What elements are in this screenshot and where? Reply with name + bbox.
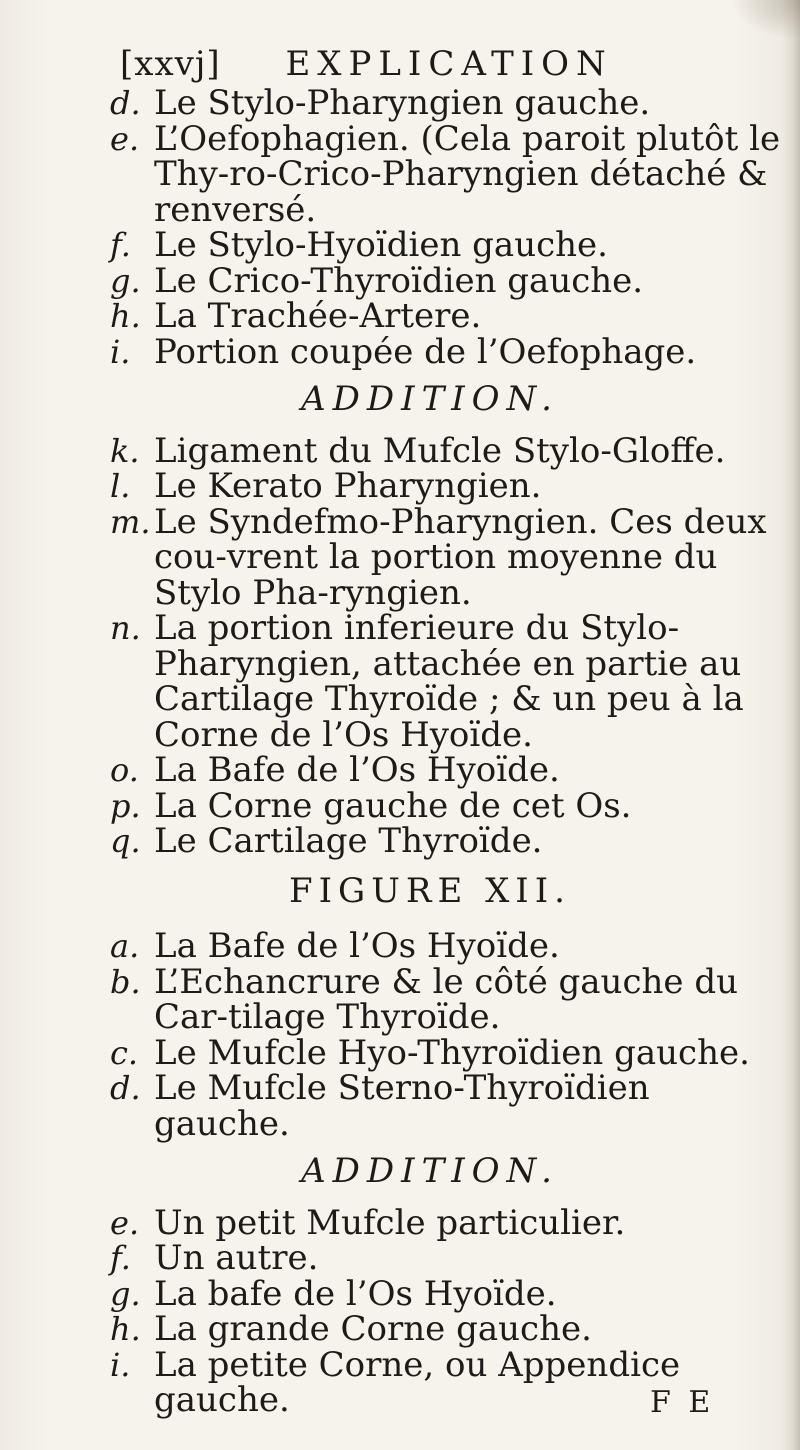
legend-entry bbox=[110, 750, 790, 790]
legend-entry bbox=[110, 608, 790, 755]
entry-letter: n. bbox=[110, 609, 141, 647]
entry-letter: e. bbox=[110, 119, 140, 158]
page-number: [xxvj] bbox=[120, 44, 221, 84]
entry-letter: b. bbox=[110, 962, 141, 1001]
entry-text: La petite Corne, ou Appendice gauche. bbox=[154, 1344, 681, 1420]
running-header bbox=[120, 44, 720, 84]
entry-text: La Bafe de l’Os Hyoïde. bbox=[154, 750, 560, 790]
legend-entry bbox=[110, 1309, 790, 1349]
entry-letter: g. bbox=[110, 261, 141, 300]
entry-letter: h. bbox=[110, 1310, 141, 1348]
entry-text: Ligament du Mufcle Stylo-Gloffe. bbox=[154, 430, 726, 471]
entry-letter: a. bbox=[110, 927, 140, 965]
entry-text: Le Cartilage Thyroïde. bbox=[154, 821, 543, 861]
legend-entry bbox=[110, 430, 790, 471]
legend-entry bbox=[110, 118, 790, 230]
entry-letter: o. bbox=[110, 751, 139, 789]
entry-text: Le Crico-Thyroïdien gauche. bbox=[154, 260, 644, 301]
entry-letter: f. bbox=[110, 1239, 131, 1277]
entry-text: Le Kerato Pharyngien. bbox=[154, 466, 542, 506]
entry-text: La portion inferieure du Stylo-Pharyngien, attachée en partie au Cartilage Thyroïde ; & un peu à la Corne de l’Os Hyoïde. bbox=[154, 608, 744, 755]
entry-letter: p. bbox=[110, 786, 141, 825]
entry-text: La grande Corne gauche. bbox=[154, 1309, 592, 1349]
legend-entry bbox=[110, 961, 790, 1037]
legend-entry bbox=[110, 501, 790, 613]
entry-text: Le Stylo-Hyoïdien gauche. bbox=[154, 225, 608, 265]
entry-text: Le Mufcle Sterno-Thyroïdien gauche. bbox=[154, 1068, 650, 1144]
entry-letter: l. bbox=[110, 467, 131, 505]
entry-text: La Corne gauche de cet Os. bbox=[154, 785, 632, 826]
entry-letter: e. bbox=[110, 1203, 140, 1242]
entry-letter: h. bbox=[110, 297, 141, 335]
legend-entry bbox=[110, 260, 790, 301]
entry-letter: c. bbox=[110, 1033, 139, 1072]
legend-entry bbox=[110, 1032, 790, 1073]
section-heading: ADDITION. bbox=[301, 379, 559, 419]
entry-text: Un petit Mufcle particulier. bbox=[154, 1202, 626, 1243]
running-title: EXPLICATION bbox=[285, 44, 613, 84]
entry-letter: k. bbox=[110, 431, 140, 470]
legend-entry bbox=[110, 466, 790, 506]
legend-entry bbox=[110, 83, 790, 123]
entry-text: Le Syndefmo-Pharyngien. Ces deux cou-vrent la portion moyenne du Stylo Pha-ryngien. bbox=[154, 501, 767, 613]
entry-text: Portion coupée de l’Oefophage. bbox=[154, 331, 697, 372]
entry-letter: q. bbox=[110, 822, 141, 860]
entry-letter: i. bbox=[110, 1345, 131, 1384]
entry-letter: d. bbox=[110, 84, 141, 122]
page-corner-stain bbox=[730, 0, 800, 40]
entry-text: L’Echancrure & le côté gauche du Car-tilage Thyroïde. bbox=[154, 961, 738, 1037]
entry-text: Le Mufcle Hyo-Thyroïdien gauche. bbox=[154, 1032, 750, 1073]
catchword: F E bbox=[650, 1385, 715, 1420]
entry-text: L’Oefophagien. (Cela paroit plutôt le Thy-ro-Crico-Pharyngien détaché & renversé. bbox=[154, 118, 781, 230]
entry-letter: f. bbox=[110, 226, 131, 264]
entry-text: Un autre. bbox=[154, 1238, 319, 1278]
entry-letter: g. bbox=[110, 1274, 141, 1313]
legend-entry bbox=[110, 1238, 790, 1278]
legend-entry bbox=[110, 926, 790, 966]
legend-entry bbox=[110, 296, 790, 336]
legend-entry bbox=[110, 331, 790, 372]
entry-letter: i. bbox=[110, 332, 131, 371]
section-heading: FIGURE XII. bbox=[289, 870, 571, 911]
page-body bbox=[110, 83, 790, 1420]
legend-entry bbox=[110, 785, 790, 826]
legend-entry bbox=[110, 821, 790, 861]
legend-entry bbox=[110, 1202, 790, 1243]
legend-entry bbox=[110, 1273, 790, 1314]
entry-text: La Trachée-Artere. bbox=[154, 296, 482, 336]
entry-text: Le Stylo-Pharyngien gauche. bbox=[154, 83, 651, 123]
entry-letter: m. bbox=[110, 502, 151, 541]
entry-text: La Bafe de l’Os Hyoïde. bbox=[154, 926, 560, 966]
entry-text: La bafe de l’Os Hyoïde. bbox=[154, 1273, 557, 1314]
section-heading: ADDITION. bbox=[301, 1151, 559, 1191]
legend-entry bbox=[110, 225, 790, 265]
legend-entry bbox=[110, 1068, 790, 1144]
entry-letter: d. bbox=[110, 1069, 141, 1107]
